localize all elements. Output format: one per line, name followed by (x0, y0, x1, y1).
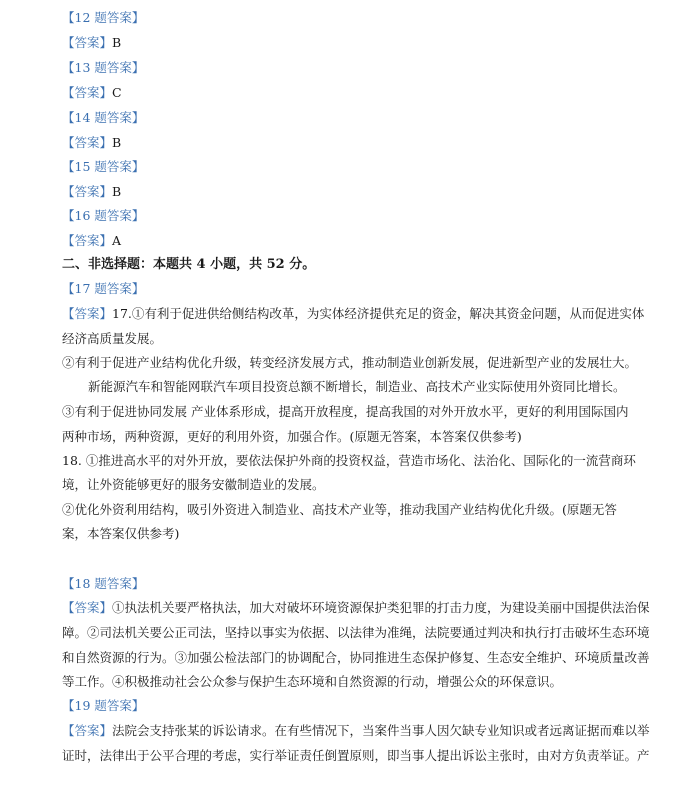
q17-line-7: 18. ①推进高水平的对外开放，要依法保护外商的投资权益，营造市场化、法治化、国际化的一流营商环 (62, 453, 636, 468)
answer-value: C (112, 85, 122, 100)
q19-line-1 (62, 723, 650, 739)
q17-line-9: ②优化外资利用结构，吸引外资进入制造业、高技术产业等，推动我国产业结构优化升级。(原题无答 (62, 502, 617, 517)
answer-text: 17.①有利于促进供给侧结构改革，为实体经济提供充足的资金，解决其资金问题，从而促进实体 (112, 306, 645, 321)
q15-answer (62, 184, 121, 200)
q17-line-1 (62, 306, 644, 322)
q14-title: 【14 题答案】 (62, 110, 145, 125)
answer-label: 【答案】 (62, 306, 113, 321)
q16-answer (62, 233, 121, 249)
answer-text: 法院会支持张某的诉讼请求。在有些情况下，当案件当事人因欠缺专业知识或者远离证据而难以举 (112, 723, 650, 738)
answer-value: B (112, 135, 122, 150)
q17-line-3: ②有利于促进产业结构优化升级，转变经济发展方式，推动制造业创新发展，促进新型产业的发展壮大。 (62, 355, 638, 370)
answer-text: ①执法机关要严格执法，加大对破坏环境资源保护类犯罪的打击力度，为建设美丽中国提供法治保 (112, 600, 650, 615)
answer-label: 【答案】 (62, 184, 113, 199)
answer-label: 【答案】 (62, 723, 113, 738)
q12-title: 【12 题答案】 (62, 10, 145, 25)
q17-title: 【17 题答案】 (62, 281, 145, 296)
answer-label: 【答案】 (62, 233, 113, 248)
answer-value: B (112, 184, 122, 199)
q19-line-2: 证时，法律出于公平合理的考虑，实行举证责任倒置原则，即当事人提出诉讼主张时，由对方负责举证。产 (62, 748, 650, 763)
q19-title: 【19 题答案】 (62, 698, 145, 713)
q15-title: 【15 题答案】 (62, 159, 145, 174)
q13-answer (62, 85, 122, 101)
answer-label: 【答案】 (62, 85, 113, 100)
q17-line-6: 两种市场，两种资源，更好的利用外资，加强合作。(原题无答案，本答案仅供参考) (62, 429, 522, 444)
q17-line-4: 新能源汽车和智能网联汽车项目投资总额不断增长，制造业、高技术产业实际使用外资同比增长。 (88, 379, 626, 394)
section2-heading: 二、非选择题：本题共 4 小题，共 52 分。 (62, 257, 316, 272)
q12-answer (62, 35, 121, 51)
answer-label: 【答案】 (62, 35, 113, 50)
q17-line-5: ③有利于促进协同发展 产业体系形成，提高开放程度，提高我国的对外开放水平，更好的利用国际国内 (62, 404, 629, 419)
answer-value: A (112, 233, 122, 248)
answer-label: 【答案】 (62, 600, 113, 615)
answer-label: 【答案】 (62, 135, 113, 150)
q13-title: 【13 题答案】 (62, 60, 145, 75)
q18-line-4: 等工作。④积极推动社会公众参与保护生态环境和自然资源的行动，增强公众的环保意识。 (62, 674, 563, 689)
answer-value: B (112, 35, 122, 50)
q16-title: 【16 题答案】 (62, 208, 145, 223)
q17-line-2: 经济高质量发展。 (62, 331, 163, 346)
q17-line-10: 案，本答案仅供参考) (62, 526, 180, 541)
q18-line-2: 障。②司法机关要公正司法，坚持以事实为依据、以法律为准绳，法院要通过判决和执行打击破坏生态环境 (62, 625, 650, 640)
q18-title: 【18 题答案】 (62, 576, 145, 591)
q17-line-8: 境，让外资能够更好的服务安徽制造业的发展。 (62, 477, 325, 492)
q18-line-1 (62, 600, 650, 616)
q14-answer (62, 135, 121, 151)
q18-line-3: 和自然资源的行为。③加强公检法部门的协调配合，协同推进生态保护修复、生态安全维护、环境质量改善 (62, 650, 650, 665)
